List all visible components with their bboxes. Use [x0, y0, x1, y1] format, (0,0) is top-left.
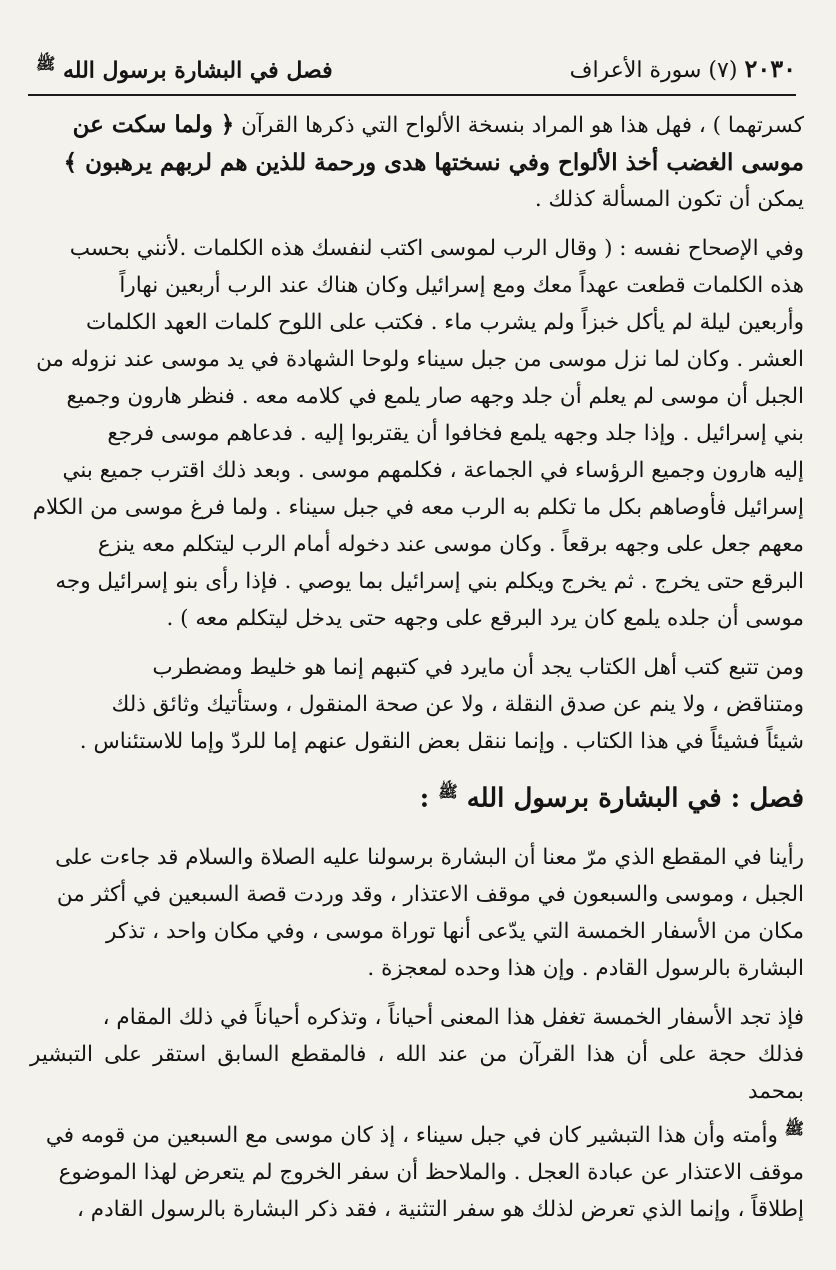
- paragraph-3: [30, 649, 804, 760]
- text-span: وأمته وأن هذا التبشير كان في جبل سيناء ، إذ كان موسى مع السبعين من قومه في: [45, 1122, 778, 1148]
- salawat-seal: ﷺ: [36, 54, 56, 73]
- surah-label: (٧) سورة الأعراف: [569, 58, 738, 83]
- text-line: بني إسرائيل . وإذا جلد وجهه يلمع فخافوا أن يقتربوا إليه . فدعاهم موسى فرجع: [107, 421, 804, 446]
- text-line: ومتناقض ، ولا ينم عن صدق النقلة ، ولا عن صحة المنقول ، وستأتيك وثائق ذلك: [111, 692, 804, 717]
- page-header: [28, 50, 796, 96]
- text-line: موقف الاعتذار عن عبادة العجل . والملاحظ أن سفر الخروج لم يتعرض لهذا الموضوع: [58, 1159, 804, 1185]
- text-line: هذه الكلمات قطعت عهداً معك ومع إسرائيل وكان هناك عند الرب أربعين نهاراً: [119, 273, 804, 298]
- text-line: يمكن أن تكون المسألة كذلك .: [534, 187, 804, 212]
- text-line: [30, 106, 804, 144]
- quran-verse-span: ﴿ ولما سكت عن: [72, 111, 235, 138]
- text-line: إطلاقاً ، وإنما الذي تعرض لذلك هو سفر التثنية ، فقد ذكر البشارة بالرسول القادم ،: [77, 1196, 804, 1222]
- header-page-info: [570, 54, 796, 83]
- text-line: مكان من الأسفار الخمسة التي يدّعى أنها توراة موسى ، وفي مكان واحد ، تذكر: [105, 918, 804, 944]
- running-title-text: فصل في البشارة برسول الله: [63, 57, 333, 84]
- header-running-title: [36, 54, 333, 83]
- section-heading-text: فصل : في البشارة برسول الله: [466, 783, 804, 814]
- text-span: كسرتهما ) ، فهل هذا هو المراد بنسخة الألواح التي ذكرها القرآن: [241, 113, 804, 138]
- paragraph-4: [30, 839, 804, 987]
- quran-verse-line: موسى الغضب أخذ الألواح وفي نسختها هدى ورحمة للذين هم لربهم يرهبون ﴾: [63, 149, 804, 176]
- text-line: ومن تتبع كتب أهل الكتاب يجد أن مايرد في كتبهم إنما هو خليط ومضطرب: [152, 655, 804, 680]
- paragraph-1: [30, 106, 804, 218]
- section-heading: [30, 772, 804, 819]
- paragraph-5: [30, 999, 804, 1228]
- text-line: [30, 1110, 804, 1154]
- section-heading-colon: :: [419, 783, 430, 814]
- text-line: وأربعين ليلة لم يأكل خبزاً ولم يشرب ماء . فكتب على اللوح كلمات العهد الكلمات: [85, 310, 804, 335]
- text-line: البشارة بالرسول القادم . وإن هذا وحده لمعجزة .: [367, 955, 804, 981]
- text-line: إليه هارون وجميع الرؤساء في الجماعة ، فكلمهم موسى . وبعد ذلك اقترب جميع بني: [62, 458, 804, 483]
- paragraph-2: [30, 230, 804, 637]
- page-number: ٢٠٣٠: [744, 54, 796, 83]
- page-body: [30, 106, 804, 1240]
- text-line: الجبل ، وموسى والسبعون في موقف الاعتذار ، وقد وردت قصة السبعين في أكثر من: [56, 881, 804, 907]
- text-line: معهم جعل على وجهه برقعاً . وكان موسى عند دخوله أمام الرب ليتكلم معه ينزع: [97, 532, 804, 557]
- text-line: الجبل أن موسى لم يعلم أن جلد وجهه صار يلمع في كلامه معه . فنظر هارون وجميع: [66, 384, 804, 409]
- text-line: شيئاً فشيئاً في هذا الكتاب . وإنما ننقل بعض النقول عنهم إما للردّ وإما للاستئناس .: [79, 729, 804, 754]
- text-line: العشر . وكان لما نزل موسى من جبل سيناء ولوحا الشهادة في يد موسى عند نزوله من: [36, 347, 804, 372]
- text-line: وفي الإصحاح نفسه : ( وقال الرب لموسى اكتب لنفسك هذه الكلمات .لأنني بحسب: [69, 236, 804, 261]
- text-line: موسى أن جلده يلمع كان يرد البرقع على وجهه حتى يدخل ليتكلم معه ) .: [166, 606, 804, 631]
- text-line: فإذ تجد الأسفار الخمسة تغفل هذا المعنى أحياناً ، وتذكره أحياناً في ذلك المقام ،: [102, 1004, 804, 1030]
- salawat-seal: ﷺ: [784, 1118, 804, 1138]
- salawat-seal: ﷺ: [438, 782, 458, 801]
- text-line: رأينا في المقطع الذي مرّ معنا أن البشارة برسولنا عليه الصلاة والسلام قد جاءت على: [55, 844, 804, 870]
- text-line: البرقع حتى يخرج . ثم يخرج ويكلم بني إسرائيل بما يوصي . فإذا رأى بنو إسرائيل وجه: [55, 569, 804, 594]
- text-line: فذلك حجة على أن هذا القرآن من عند الله ، فالمقطع السابق استقر على التبشير بمحمد: [30, 1041, 804, 1104]
- text-line: إسرائيل فأوصاهم بكل ما تكلم به الرب معه في جبل سيناء . ولما فرغ موسى من الكلام: [32, 495, 804, 520]
